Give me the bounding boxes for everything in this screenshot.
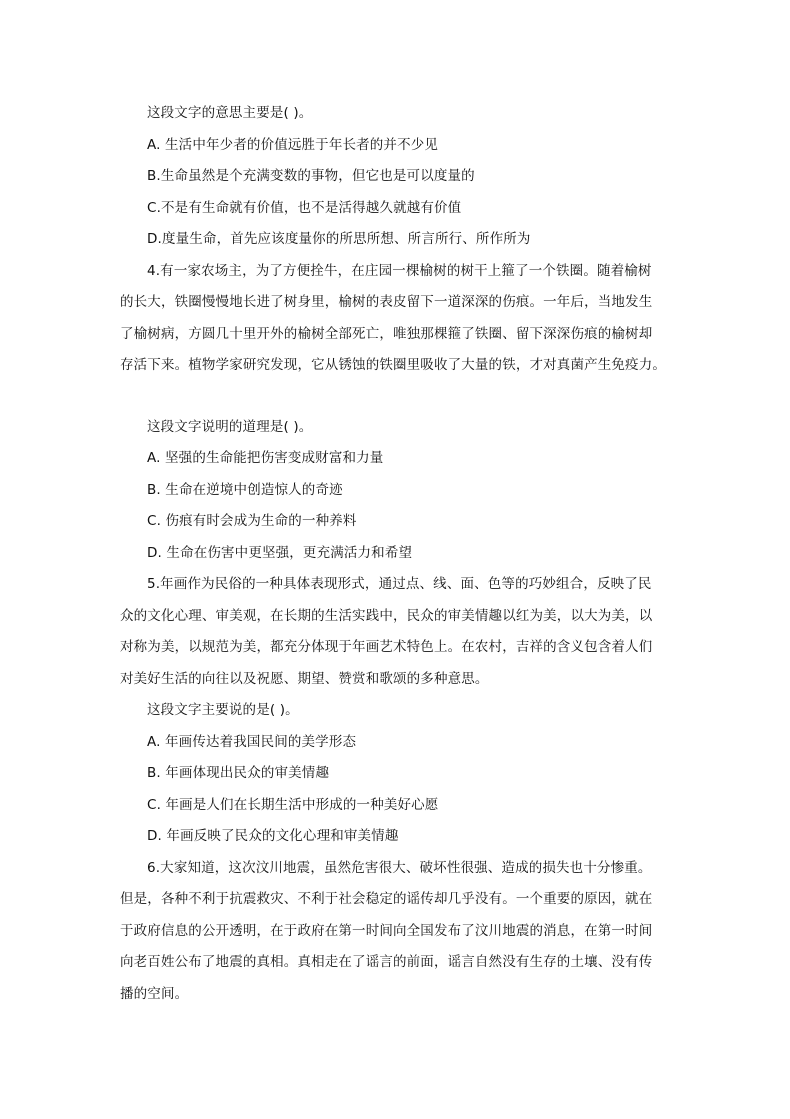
q4-passage-line: 的长大，铁圈慢慢地长进了树身里，榆树的表皮留下一道深深的伤痕。一年后，当地发生 <box>120 294 653 310</box>
q5-passage-line: 对称为美，以规范为美，都充分体现于年画艺术特色上。在农村，吉祥的含义包含着人们 <box>120 639 653 655</box>
q4-passage-line: 4.有一家农场主，为了方便拴牛，在庄园一棵榆树的树干上箍了一个铁圈。随着榆树 <box>147 262 652 279</box>
q6-passage-line: 但是，各种不利于抗震救灾、不利于社会稳定的谣传却几乎没有。一个重要的原因，就在 <box>120 891 653 907</box>
q4-prompt: 这段文字说明的道理是( )。 <box>147 418 313 435</box>
q6-passage-line: 播的空间。 <box>120 985 189 1002</box>
q4-option-a: A. 坚强的生命能把伤害变成财富和力量 <box>147 450 384 466</box>
q5-option-b: B. 年画体现出民众的审美情趣 <box>147 765 330 781</box>
q6-passage-line: 6.大家知道，这次汶川地震，虽然危害很大、破坏性很强、造成的损失也十分惨重。 <box>147 859 652 876</box>
q3-option-a: A. 生活中年少者的价值远胜于年长者的并不少见 <box>147 136 439 153</box>
q4-option-d: D. 生命在伤害中更坚强，更充满活力和希望 <box>147 544 413 561</box>
q5-option-c: C. 年画是人们在长期生活中形成的一种美好心愿 <box>147 796 439 813</box>
document-content <box>120 98 678 1010</box>
q4-option-b: B. 生命在逆境中创造惊人的奇迹 <box>147 481 343 498</box>
q4-option-c: C. 伤痕有时会成为生命的一种养料 <box>147 513 357 529</box>
q6-passage <box>120 853 678 1011</box>
q6-passage-line: 向老百姓公布了地震的真相。真相走在了谣言的前面，谣言自然没有生存的土壤、没有传 <box>120 954 653 970</box>
q3-option-b: B.生命虽然是个充满变数的事物，但它也是可以度量的 <box>147 168 475 184</box>
q4-passage-line: 存活下来。植物学家研究发现，它从锈蚀的铁圈里吸收了大量的铁，才对真菌产生免疫力。 <box>120 357 666 373</box>
q3-option-c: C.不是有生命就有价值，也不是活得越久就越有价值 <box>147 199 462 216</box>
q6-passage-line: 于政府信息的公开透明，在于政府在第一时间向全国发布了汶川地震的消息，在第一时间 <box>120 922 653 939</box>
q5-passage-line: 众的文化心理、审美观，在长期的生活实践中，民众的审美情趣以红为美，以大为美，以 <box>120 607 653 624</box>
q5-prompt: 这段文字主要说的是( )。 <box>147 702 299 718</box>
paragraph-gap <box>120 382 678 412</box>
q4-passage <box>120 256 678 382</box>
q5-passage-line: 5.年画作为民俗的一种具体表现形式，通过点、线、面、色等的巧妙组合，反映了民 <box>147 576 652 592</box>
q3-option-d: D.度量生命，首先应该度量你的所思所想、所言所行、所作所为 <box>147 231 531 247</box>
q5-passage-line: 对美好生活的向往以及祝愿、期望、赞赏和歌颂的多种意思。 <box>120 670 489 687</box>
q3-prompt: 这段文字的意思主要是( )。 <box>147 105 313 121</box>
q4-passage-line: 了榆树病，方圆几十里开外的榆树全部死亡，唯独那棵箍了铁圈、留下深深伤痕的榆树却 <box>120 325 653 342</box>
q5-passage <box>120 569 678 695</box>
q5-option-d: D. 年画反映了民众的文化心理和审美情趣 <box>147 828 399 844</box>
q5-option-a: A. 年画传达着我国民间的美学形态 <box>147 733 357 750</box>
